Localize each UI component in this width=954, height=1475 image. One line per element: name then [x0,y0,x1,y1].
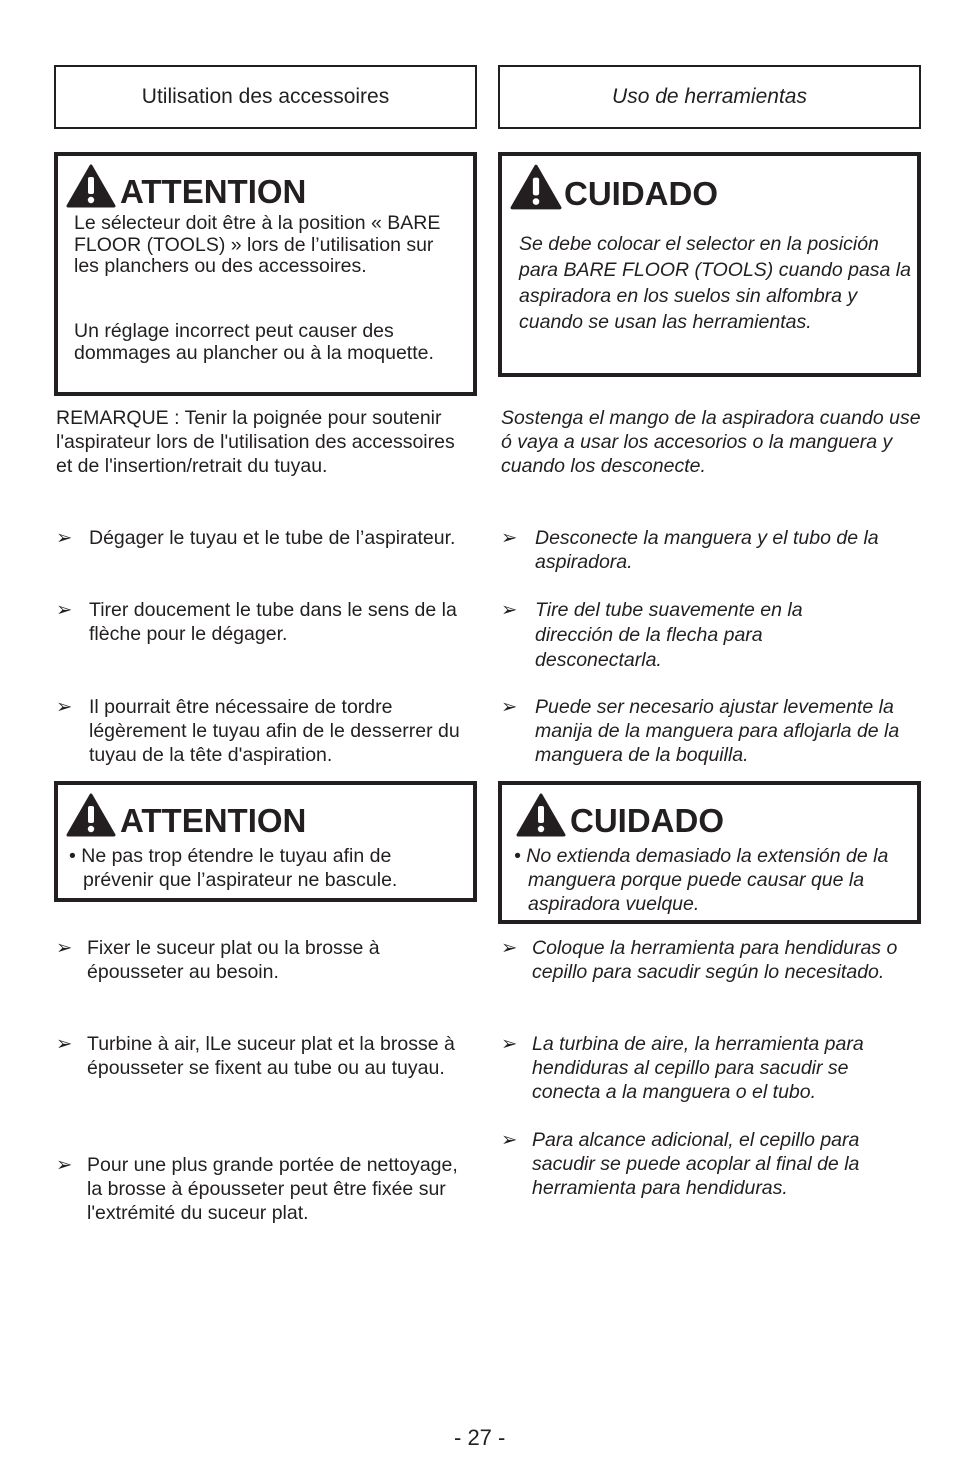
bullet-text: Tirer doucement le tube dans le sens de la flèche pour le dégager. [89,599,457,645]
bullet-text: Il pourrait être nécessaire de tordre légèrement le tuyau afin de le desserrer du tuyau de la tête d'aspiration. [89,696,460,766]
bullet-arrow-icon: ➢ [501,599,518,621]
bullet-arrow-icon: ➢ [56,527,73,549]
warning-triangle-icon [66,793,116,837]
bullet-arrow-icon: ➢ [501,696,518,718]
attention-box-hose [54,781,477,902]
bullet-item [501,695,923,767]
bullet-arrow-icon: ➢ [56,1033,73,1055]
attention-title: ATTENTION [120,173,307,210]
cuidado-title: CUIDADO [564,175,718,212]
bullet-item [501,526,923,574]
bullet-text: Coloque la herramienta para hendiduras o cepillo para sacudir según lo necesitado. [532,937,898,983]
cuidado-text: • No extienda demasiado la extensión de la manguera porque puede causar que la aspiradora vuelque. [514,845,889,915]
section-header-spanish-text: Uso de herramientas [612,85,807,108]
bullet-arrow-icon: ➢ [56,937,73,959]
bullet-text: Para alcance adicional, el cepillo para sacudir se puede acoplar al final de la herramienta para hendiduras. [532,1129,860,1199]
attention-box-selector [54,152,477,396]
attention-text: • Ne pas trop étendre le tuyau afin de prévenir que l’aspirateur ne bascule. [69,845,398,891]
cuidado-box-selector [498,152,921,377]
bullet-item [56,1032,476,1080]
bullet-arrow-icon: ➢ [501,937,518,959]
cuidado-title: CUIDADO [570,802,724,839]
warning-triangle-icon [510,164,562,210]
bullet-arrow-icon: ➢ [501,1033,518,1055]
bullet-item [56,526,476,550]
bullet-item [56,1153,476,1225]
cuidado-text: Se debe colocar el selector en la posición para BARE FLOOR (TOOLS) cuando pasa la aspiradora en los suelos sin alfombra y cuando se usan las herramientas. [519,233,911,333]
bullet-arrow-icon: ➢ [501,1129,518,1151]
bullet-text: La turbina de aire, la herramienta para hendiduras al cepillo para sacudir se conecta a la manguera o el tubo. [532,1033,864,1103]
note-spanish: Sostenga el mango de la aspiradora cuando use ó vaya a usar los accesorios o la manguera y cuando los desconecte. [501,407,921,477]
bullet-item [501,598,921,673]
bullet-arrow-icon: ➢ [56,599,73,621]
bullet-text: Pour une plus grande portée de nettoyage, la brosse à épousseter peut être fixée sur l'extrémité du suceur plat. [87,1154,458,1224]
bullet-text: Turbine à air, lLe suceur plat et la brosse à épousseter se fixent au tube ou au tuyau. [87,1033,455,1079]
bullet-arrow-icon: ➢ [501,527,518,549]
page-number: - 27 - [454,1425,506,1450]
bullet-item [56,936,476,984]
bullet-arrow-icon: ➢ [56,696,73,718]
bullet-item [501,936,923,984]
bullet-text: Puede ser necesario ajustar levemente la manija de la manguera para aflojarla de la manguera de la boquilla. [535,696,900,766]
cuidado-box-hose [498,781,921,924]
attention-text-1: Le sélecteur doit être à la position « BARE FLOOR (TOOLS) » lors de l’utilisation sur les planchers ou des accessoires. [74,212,441,277]
section-header-french-text: Utilisation des accessoires [141,85,390,108]
bullet-item [56,598,476,646]
bullet-item [501,1032,923,1104]
attention-title: ATTENTION [120,802,307,839]
warning-triangle-icon [66,164,116,208]
bullet-text: Tire del tube suavemente en la dirección de la flecha para desconectarla. [535,599,803,671]
section-header-french [54,65,477,129]
bullet-text: Desconecte la manguera y el tubo de la aspiradora. [535,527,879,573]
bullet-text: Dégager le tuyau et le tube de l’aspirateur. [89,527,456,549]
bullet-item [56,695,476,767]
bullet-arrow-icon: ➢ [56,1154,73,1176]
bullet-item [501,1128,923,1200]
note-french: REMARQUE : Tenir la poignée pour soutenir l'aspirateur lors de l'utilisation des accessoires et de l'insertion/retrait du tuyau. [56,407,455,477]
bullet-text: Fixer le suceur plat ou la brosse à épousseter au besoin. [87,937,380,983]
section-header-spanish [498,65,921,129]
warning-triangle-icon [516,793,566,837]
attention-text-2: Un réglage incorrect peut causer des dommages au plancher ou à la moquette. [74,320,434,364]
